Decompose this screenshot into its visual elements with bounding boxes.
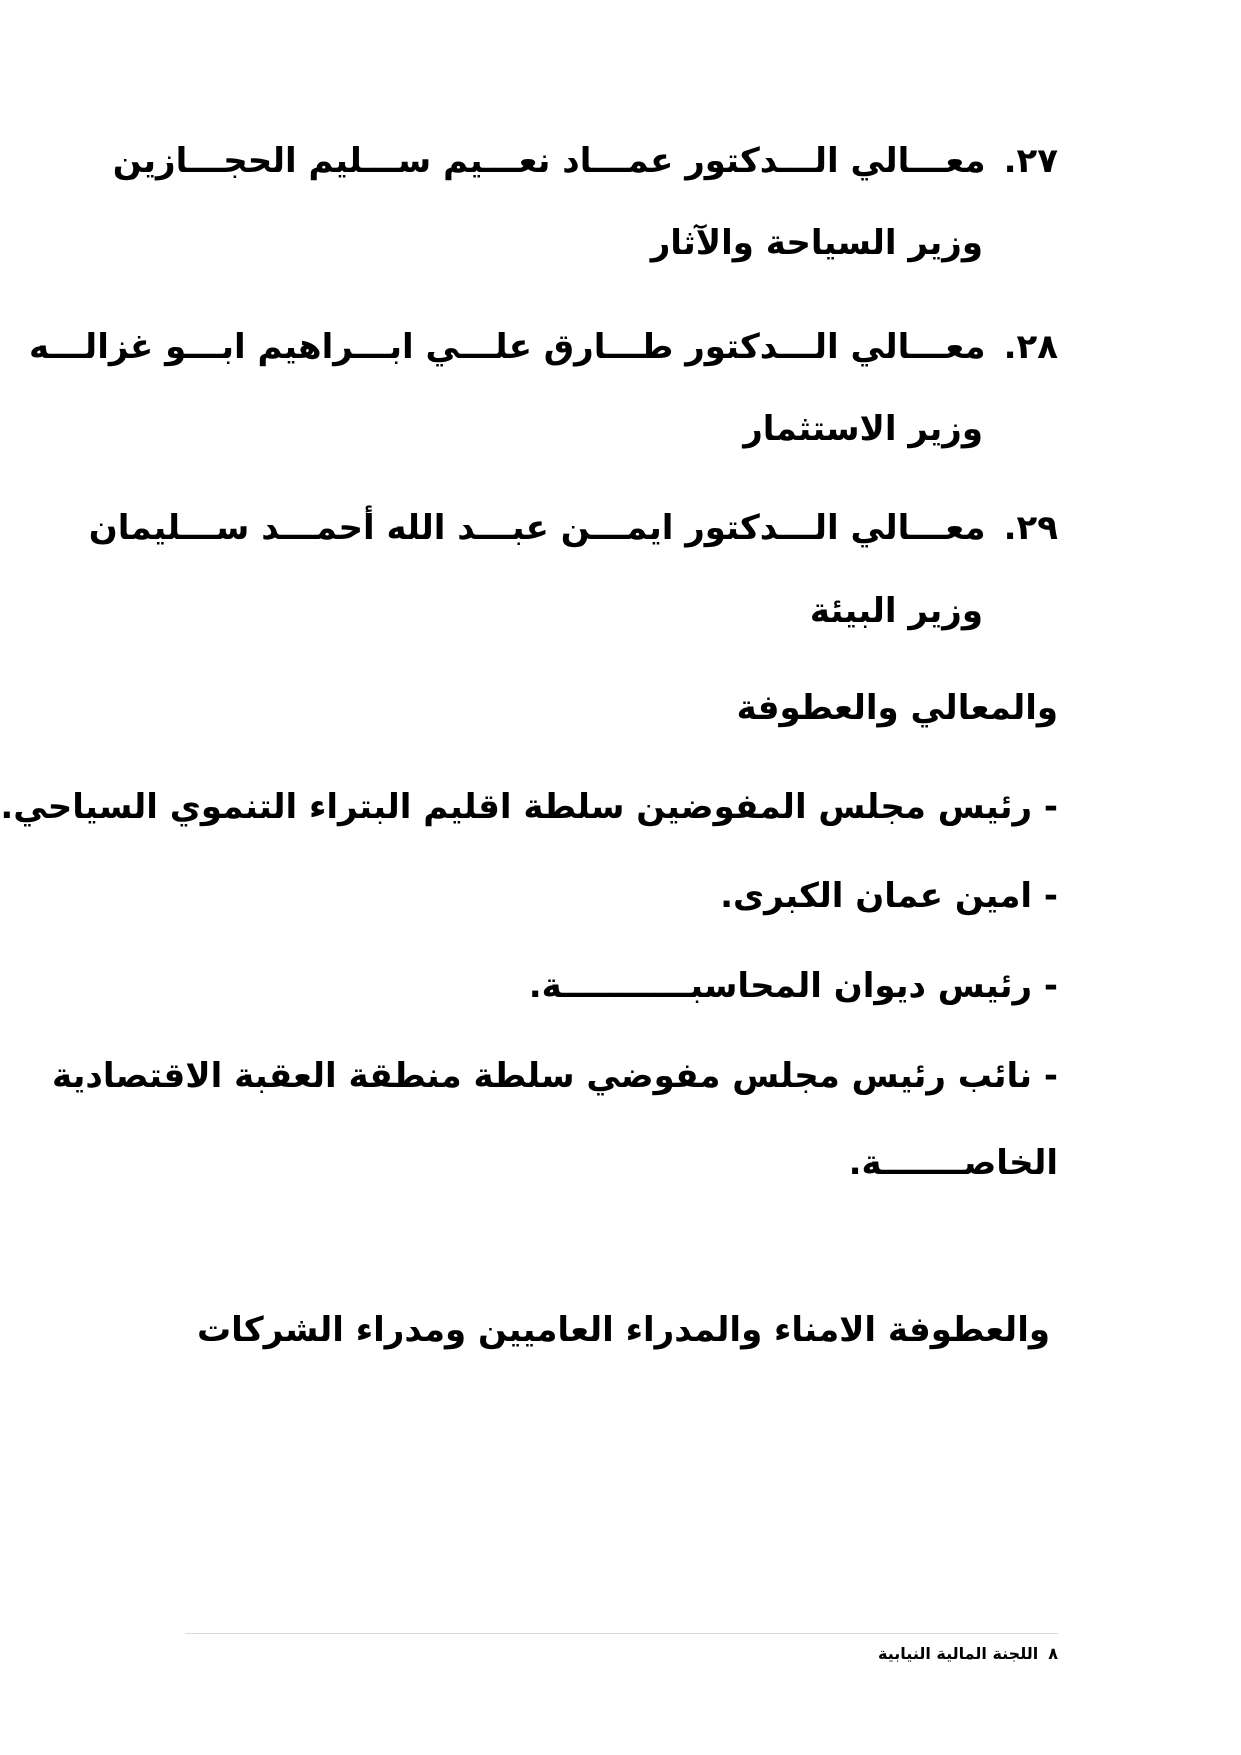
entry-28-name-line [28,323,1058,371]
closing-line: والعطوفة الامناء والمدراء العاميين ومدراء الشركات [197,1310,1050,1350]
page-footer [878,1642,1058,1666]
entry-27-name: معـــالي الـــدكتور عمـــاد نعـــيم ســـليم الحجـــازين [112,141,986,181]
bullet-item-3: - رئيس ديوان المحاسبـــــــــــة. [528,966,1058,1006]
entry-29-name: معـــالي الـــدكتور ايمـــن عبـــد الله أحمـــد ســـليمان [88,508,986,548]
entry-27-title: وزير السياحة والآثار [650,223,983,263]
entry-29-number: ٢٩. [1003,508,1058,548]
section-heading: والمعالي والعطوفة [736,688,1058,728]
footer-divider [185,1633,1058,1634]
entry-28-title: وزير الاستثمار [743,409,983,449]
entry-29-title: وزير البيئة [809,591,983,631]
footer-page-number: ٨ [1048,1644,1058,1663]
entry-27-name-line [112,137,1058,185]
bullet-item-4-continuation: الخاصـــــــة. [848,1143,1058,1183]
bullet-item-4: - نائب رئيس مجلس مفوضي سلطة منطقة العقبة الاقتصادية [52,1056,1058,1096]
entry-28-number: ٢٨. [1003,327,1058,367]
footer-committee-name: اللجنة المالية النيابية [878,1644,1039,1663]
bullet-item-2: - امين عمان الكبرى. [720,876,1058,916]
entry-29-name-line [88,504,1058,552]
bullet-item-1: - رئيس مجلس المفوضين سلطة اقليم البتراء التنموي السياحي. [0,787,1058,827]
entry-28-name: معـــالي الـــدكتور طـــارق علـــي ابـــراهيم ابـــو غزالـــه [28,327,986,367]
entry-27-number: ٢٧. [1003,141,1058,181]
